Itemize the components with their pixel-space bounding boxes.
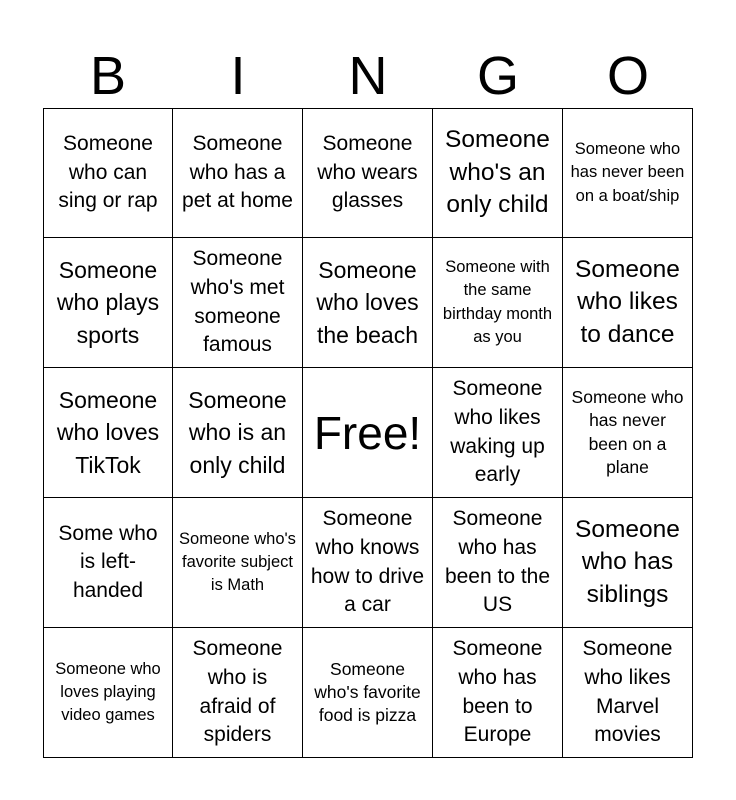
header-letter-b: B: [89, 46, 127, 106]
bingo-cell[interactable]: Someone who plays sports: [43, 238, 173, 368]
bingo-cell[interactable]: Someone who has a pet at home: [173, 108, 303, 238]
bingo-cell[interactable]: Someone who can sing or rap: [43, 108, 173, 238]
header-letter-g: G: [476, 46, 519, 106]
bingo-cell[interactable]: Someone who likes Marvel movies: [563, 628, 693, 758]
bingo-cell[interactable]: Someone who likes to dance: [563, 238, 693, 368]
bingo-cell[interactable]: Someone who has never been on a boat/ship: [563, 108, 693, 238]
bingo-cell[interactable]: Someone who is afraid of spiders: [173, 628, 303, 758]
bingo-header: [43, 44, 693, 108]
bingo-cell[interactable]: Someone who's favorite food is pizza: [303, 628, 433, 758]
bingo-cell[interactable]: Someone who's favorite subject is Math: [173, 498, 303, 628]
bingo-cell[interactable]: Someone who likes waking up early: [433, 368, 563, 498]
free-space-cell[interactable]: Free!: [303, 368, 433, 498]
bingo-cell[interactable]: Someone who knows how to drive a car: [303, 498, 433, 628]
bingo-cell[interactable]: Someone who has been to the US: [433, 498, 563, 628]
bingo-cell[interactable]: Someone who has never been on a plane: [563, 368, 693, 498]
bingo-cell[interactable]: Someone who loves TikTok: [43, 368, 173, 498]
bingo-cell[interactable]: Some who is left-handed: [43, 498, 173, 628]
bingo-cell[interactable]: Someone who's met someone famous: [173, 238, 303, 368]
bingo-cell[interactable]: Someone who is an only child: [173, 368, 303, 498]
bingo-cell[interactable]: Someone who has siblings: [563, 498, 693, 628]
bingo-cell[interactable]: Someone who has been to Europe: [433, 628, 563, 758]
bingo-board: [43, 108, 693, 758]
bingo-cell[interactable]: Someone who wears glasses: [303, 108, 433, 238]
bingo-cell[interactable]: Someone who's an only child: [433, 108, 563, 238]
header-letter-i: I: [230, 46, 246, 106]
bingo-cell[interactable]: Someone who loves playing video games: [43, 628, 173, 758]
header-letter-o: O: [606, 46, 649, 106]
header-letter-n: N: [348, 46, 388, 106]
bingo-cell[interactable]: Someone with the same birthday month as you: [433, 238, 563, 368]
bingo-cell[interactable]: Someone who loves the beach: [303, 238, 433, 368]
